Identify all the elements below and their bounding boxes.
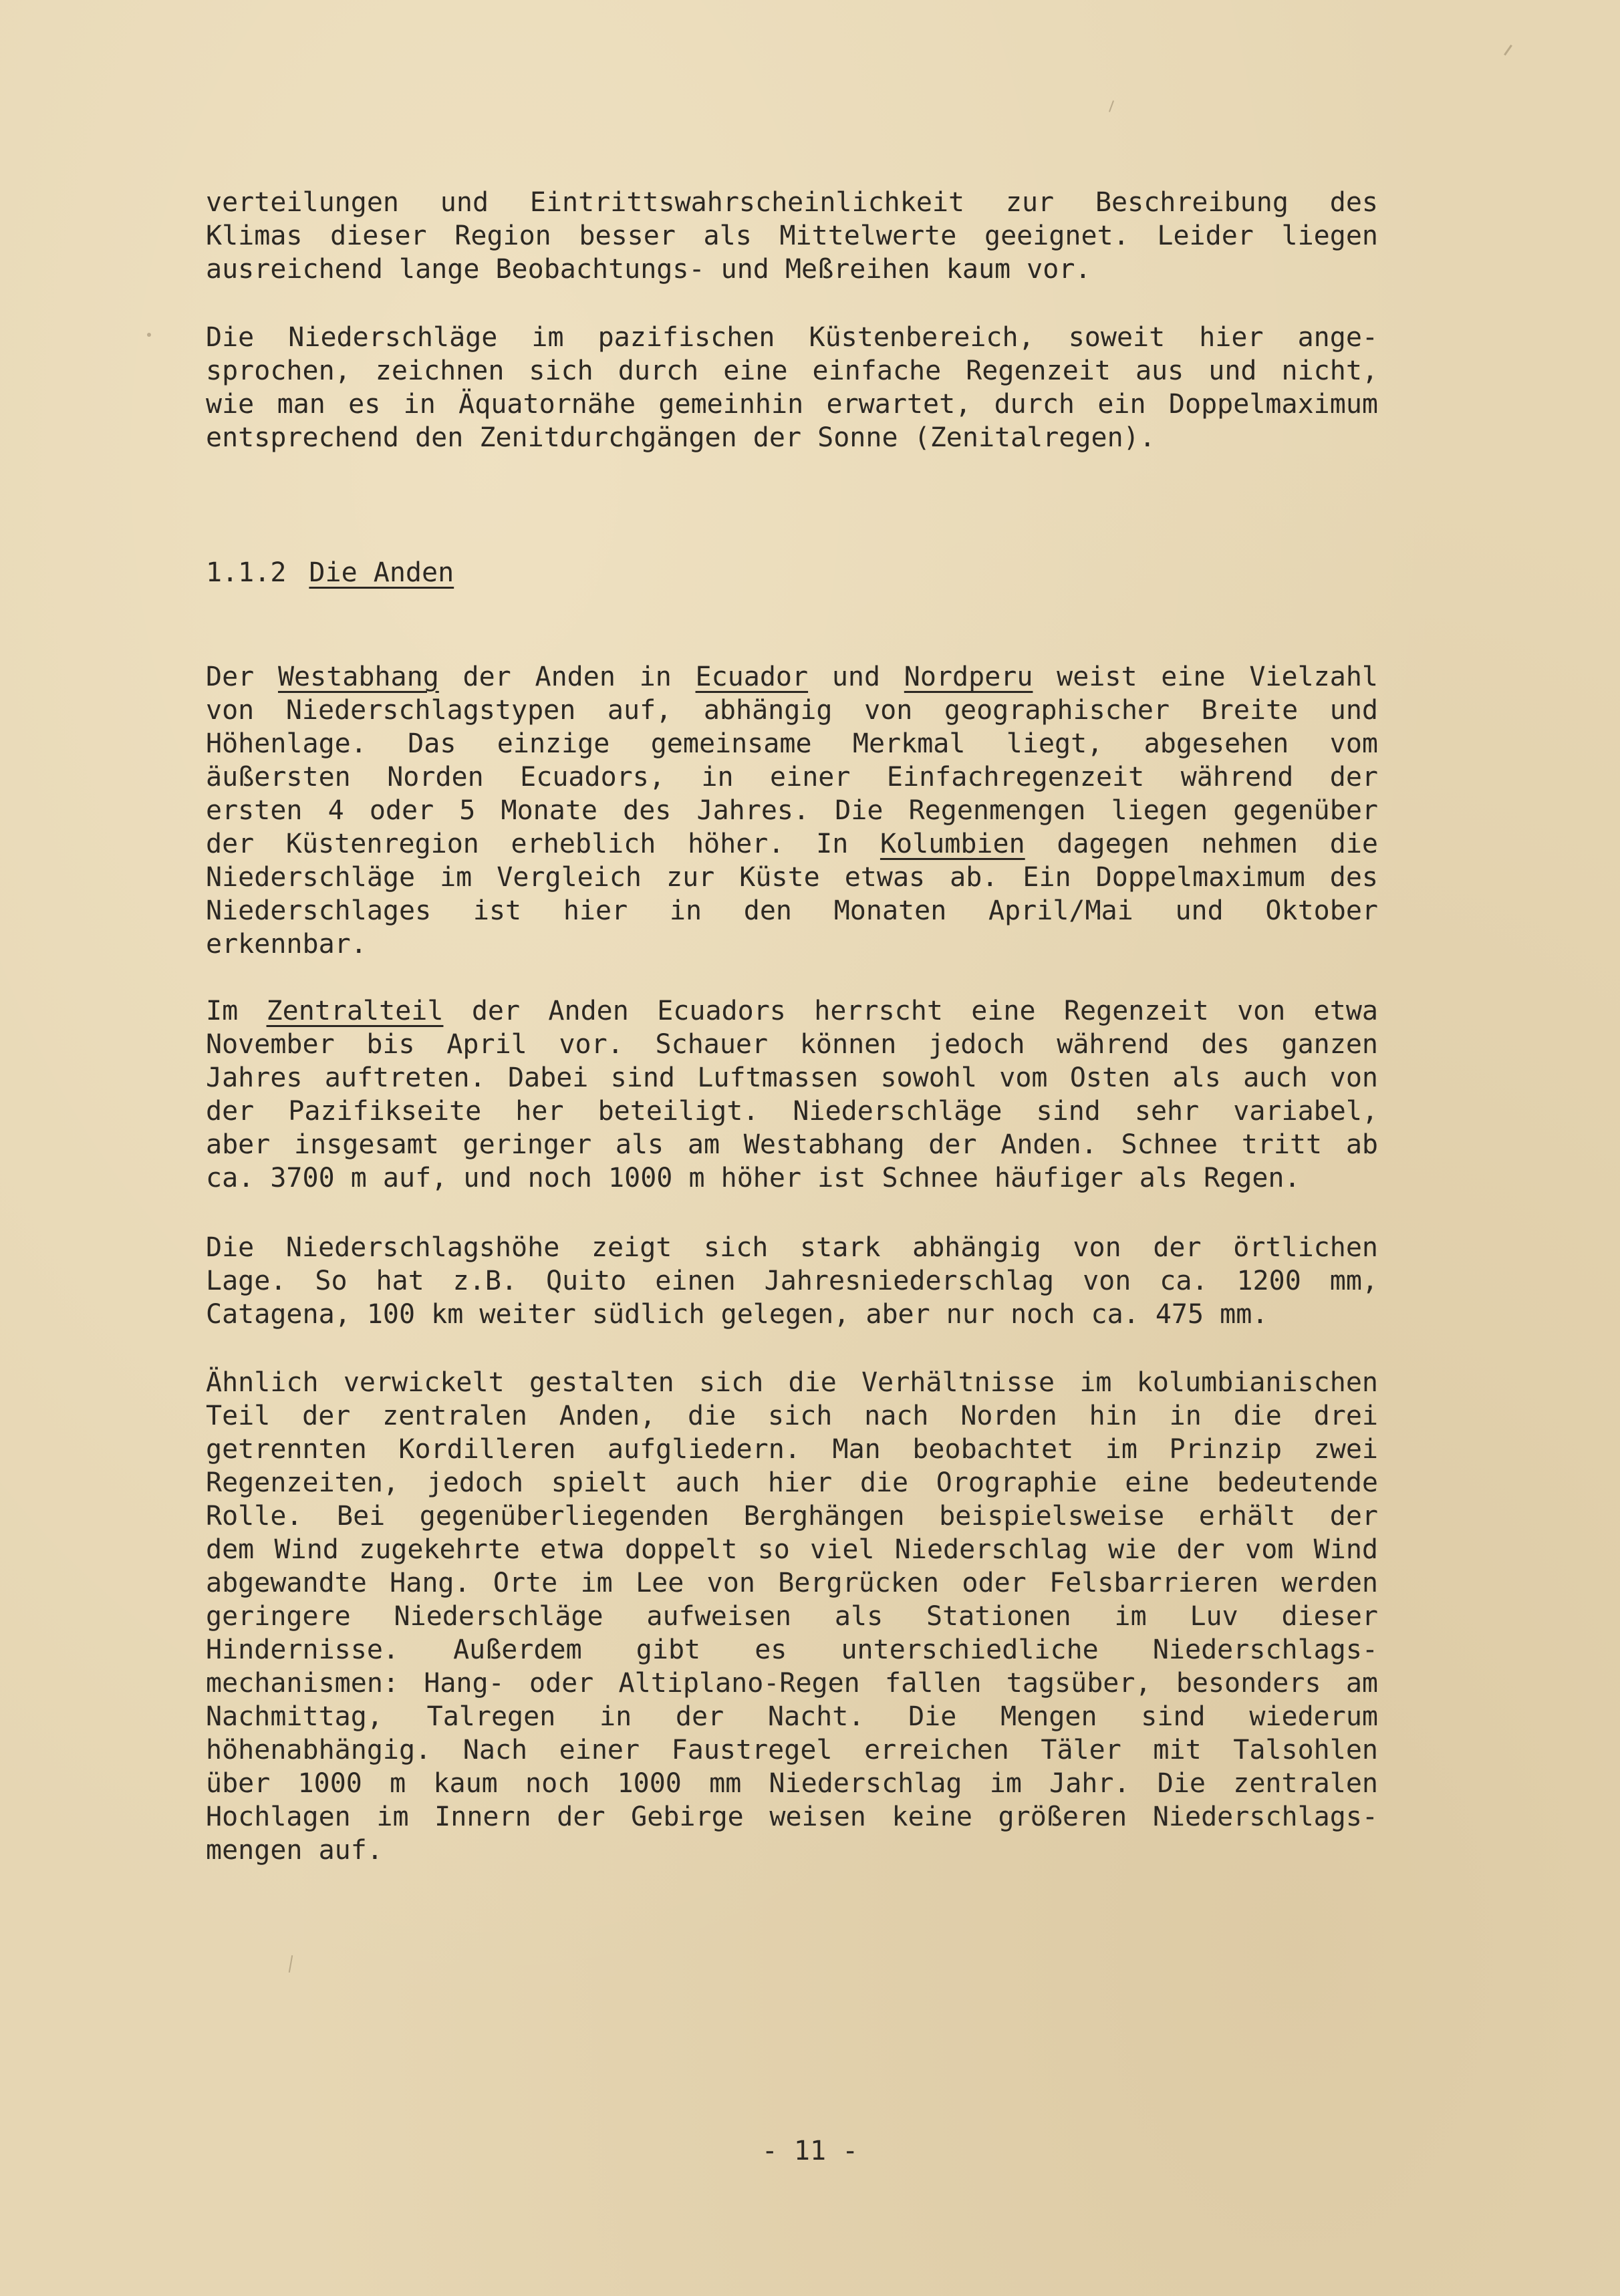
text-line: von Niederschlagstypen auf, abhängig von geographischer Breite und: [206, 695, 1378, 726]
scan-mark: [1504, 45, 1512, 55]
scan-mark: [1109, 100, 1114, 112]
text-line: Teil der zentralen Anden, die sich nach Norden hin in die drei: [206, 1401, 1378, 1431]
text-line: Ähnlich verwickelt gestalten sich die Verhältnisse im kolumbianischen: [206, 1367, 1378, 1398]
text-line: Rolle. Bei gegenüberliegenden Berghängen beispielsweise erhält der: [206, 1501, 1378, 1532]
text-run: der Anden Ecuadors herrscht eine Regenzeit von etwa: [443, 996, 1379, 1026]
underlined-term: Zentralteil: [266, 996, 444, 1026]
text-line: ca. 3700 m auf, und noch 1000 m höher ist Schnee häufiger als Regen.: [206, 1163, 1301, 1193]
text-line: Klimas dieser Region besser als Mittelwerte geeignet. Leider liegen: [206, 221, 1378, 251]
underlined-term: Westabhang: [277, 662, 439, 692]
text-line: Die Niederschlagshöhe zeigt sich stark abhängig von der örtlichen: [206, 1232, 1378, 1263]
text-line: verteilungen und Eintrittswahrscheinlichkeit zur Beschreibung des: [206, 187, 1378, 218]
text-line: mechanismen: Hang- oder Altiplano-Regen fallen tagsüber, besonders am: [206, 1668, 1378, 1699]
text-line: ausreichend lange Beobachtungs- und Meßreihen kaum vor.: [206, 254, 1091, 285]
text-line: Hindernisse. Außerdem gibt es unterschiedliche Niederschlags-: [206, 1634, 1378, 1665]
section-title: Die Anden: [309, 557, 454, 588]
text-run: weist eine Vielzahl: [1033, 662, 1379, 692]
text-line: äußersten Norden Ecuadors, in einer Einfachregenzeit während der: [206, 762, 1378, 793]
text-line: wie man es in Äquatornähe gemeinhin erwartet, durch ein Doppelmaximum: [206, 389, 1378, 420]
text-line: Regenzeiten, jedoch spielt auch hier die Orographie eine bedeutende: [206, 1467, 1378, 1498]
text-line: entsprechend den Zenitdurchgängen der Sonne (Zenitalregen).: [206, 422, 1156, 453]
paragraph-3: [206, 660, 1378, 961]
section-number: 1.1.2: [206, 557, 287, 588]
text-line: ersten 4 oder 5 Monate des Jahres. Die Regenmengen liegen gegenüber: [206, 795, 1378, 826]
text-line: über 1000 m kaum noch 1000 mm Niederschlag im Jahr. Die zentralen: [206, 1768, 1378, 1799]
text-line: Lage. So hat z.B. Quito einen Jahresniederschlag von ca. 1200 mm,: [206, 1266, 1378, 1296]
underlined-term: Nordperu: [904, 662, 1033, 692]
text-line: erkennbar.: [206, 929, 367, 960]
text-line: November bis April vor. Schauer können jedoch während des ganzen: [206, 1029, 1378, 1060]
paragraph-5: [206, 1231, 1378, 1331]
text-run: und: [808, 662, 904, 692]
text-line: dem Wind zugekehrte etwa doppelt so viel Niederschlag wie der vom Wind: [206, 1534, 1378, 1565]
text-run: Der: [206, 662, 278, 692]
text-line: abgewandte Hang. Orte im Lee von Bergrücken oder Felsbarrieren werden: [206, 1568, 1378, 1598]
text-line: mengen auf.: [206, 1835, 383, 1866]
text-line: [206, 827, 1378, 861]
text-line: geringere Niederschläge aufweisen als Stationen im Luv dieser: [206, 1601, 1378, 1632]
text-line: Die Niederschläge im pazifischen Küstenbereich, soweit hier ange-: [206, 322, 1378, 353]
section-heading: [206, 556, 454, 589]
text-line: Hochlagen im Innern der Gebirge weisen keine größeren Niederschlags-: [206, 1802, 1378, 1832]
text-run: Im: [206, 996, 267, 1026]
text-run: der Anden in: [438, 662, 696, 692]
page-number: - 11 -: [761, 2136, 859, 2166]
text-run: der Küstenregion erheblich höher. In: [206, 829, 880, 859]
text-line: der Pazifikseite her beteiligt. Niederschläge sind sehr variabel,: [206, 1096, 1378, 1127]
paragraph-2: [206, 321, 1378, 454]
scan-mark: [147, 333, 151, 337]
text-line: [206, 660, 1378, 694]
scan-mark: [289, 1955, 293, 1973]
text-line: Niederschläge im Vergleich zur Küste etwas ab. Ein Doppelmaximum des: [206, 862, 1378, 893]
text-line: getrennten Kordilleren aufgliedern. Man beobachtet im Prinzip zwei: [206, 1434, 1378, 1465]
paragraph-1: [206, 186, 1378, 286]
text-line: Catagena, 100 km weiter südlich gelegen, aber nur noch ca. 475 mm.: [206, 1299, 1268, 1330]
text-line: sprochen, zeichnen sich durch eine einfache Regenzeit aus und nicht,: [206, 355, 1378, 386]
text-run: dagegen nehmen die: [1025, 829, 1378, 859]
paragraph-6: [206, 1366, 1378, 1867]
text-line: Höhenlage. Das einzige gemeinsame Merkmal liegt, abgesehen vom: [206, 728, 1378, 759]
underlined-term: Ecuador: [695, 662, 809, 692]
text-line: aber insgesamt geringer als am Westabhang der Anden. Schnee tritt ab: [206, 1129, 1378, 1160]
underlined-term: Kolumbien: [880, 829, 1025, 859]
paragraph-4: [206, 994, 1378, 1195]
text-line: [206, 994, 1378, 1028]
text-line: Niederschlages ist hier in den Monaten April/Mai und Oktober: [206, 895, 1378, 926]
text-line: Jahres auftreten. Dabei sind Luftmassen sowohl vom Osten als auch von: [206, 1062, 1378, 1093]
text-line: höhenabhängig. Nach einer Faustregel erreichen Täler mit Talsohlen: [206, 1735, 1378, 1765]
text-line: Nachmittag, Talregen in der Nacht. Die Mengen sind wiederum: [206, 1701, 1378, 1732]
